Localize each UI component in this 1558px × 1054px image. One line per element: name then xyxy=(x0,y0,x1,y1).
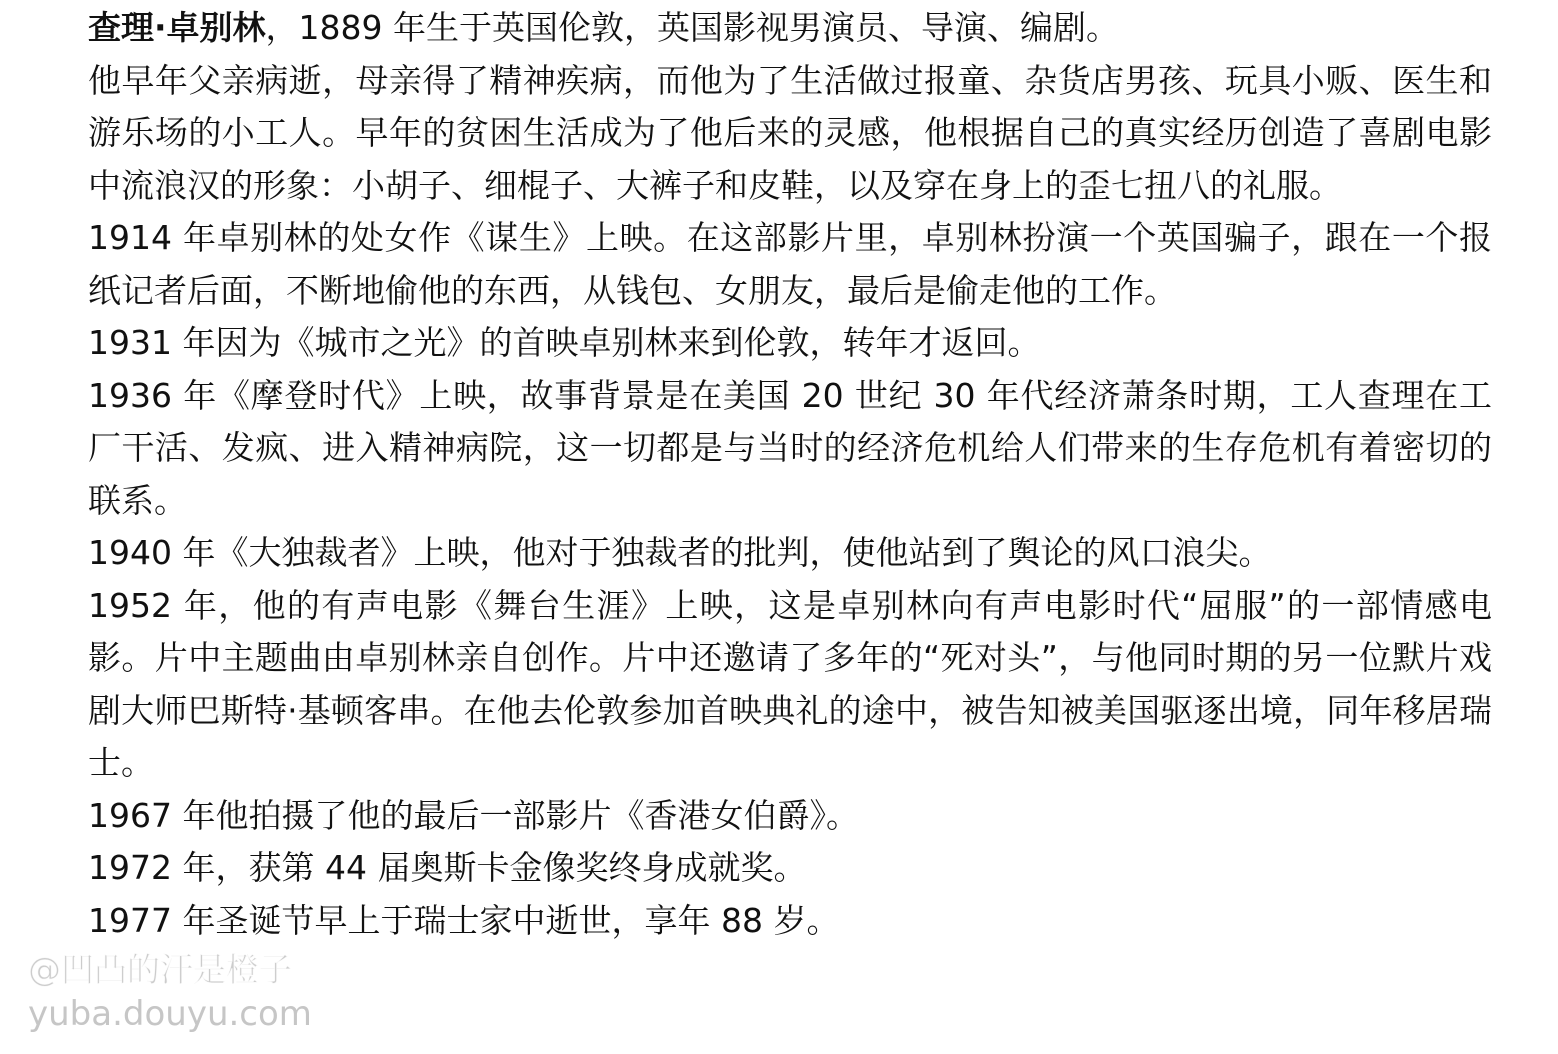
watermark-handle: @凹凸的汗是橙子 xyxy=(28,950,292,989)
intro-paragraph xyxy=(88,2,1492,55)
paragraph-1931: 1931 年因为《城市之光》的首映卓别林来到伦敦，转年才返回。 xyxy=(88,323,1041,362)
paragraph-1940: 1940 年《大独裁者》上映，他对于独裁者的批判，使他站到了舆论的风口浪尖。 xyxy=(88,533,1272,572)
paragraph-1936: 1936 年《摩登时代》上映，故事背景是在美国 20 世纪 30 年代经济萧条时期，工人查理在工厂干活、发疯、进入精神病院，这一切都是与当时的经济危机给人们带来的生存危机有着密切的联系。 xyxy=(88,375,1492,520)
intro-text: ，1889 年生于英国伦敦，英国影视男演员、导演、编剧。 xyxy=(265,8,1120,47)
watermark-site: yuba.douyu.com xyxy=(28,994,312,1034)
watermark xyxy=(28,948,312,1036)
paragraph-1914: 1914 年卓别林的处女作《谋生》上映。在这部影片里，卓别林扮演一个英国骗子，跟在一个报纸记者后面，不断地偷他的东西，从钱包、女朋友，最后是偷走他的工作。 xyxy=(88,218,1492,310)
paragraph-1952: 1952 年，他的有声电影《舞台生涯》上映，这是卓别林向有声电影时代“屈服”的一部情感电影。片中主题曲由卓别林亲自创作。片中还邀请了多年的“死对头”，与他同时期的另一位默片戏剧大师巴斯特·基顿客串。在他去伦敦参加首映典礼的途中，被告知被美国驱逐出境，同年移居瑞士。 xyxy=(88,585,1492,782)
document-body xyxy=(88,2,1492,947)
paragraph-1972: 1972 年，获第 44 届奥斯卡金像奖终身成就奖。 xyxy=(88,848,807,887)
paragraph-1967: 1967 年他拍摄了他的最后一部影片《香港女伯爵》。 xyxy=(88,795,859,835)
paragraph-early-life: 他早年父亲病逝，母亲得了精神疾病，而他为了生活做过报童、杂货店男孩、玩具小贩、医生和游乐场的小工人。早年的贫困生活成为了他后来的灵感，他根据自己的真实经历创造了喜剧电影中流浪汉的形象：小胡子、细棍子、大裤子和皮鞋，以及穿在身上的歪七扭八的礼服。 xyxy=(88,60,1492,205)
paragraph-1977: 1977 年圣诞节早上于瑞士家中逝世，享年 88 岁。 xyxy=(88,900,840,940)
person-name: 查理·卓别林 xyxy=(88,8,266,47)
